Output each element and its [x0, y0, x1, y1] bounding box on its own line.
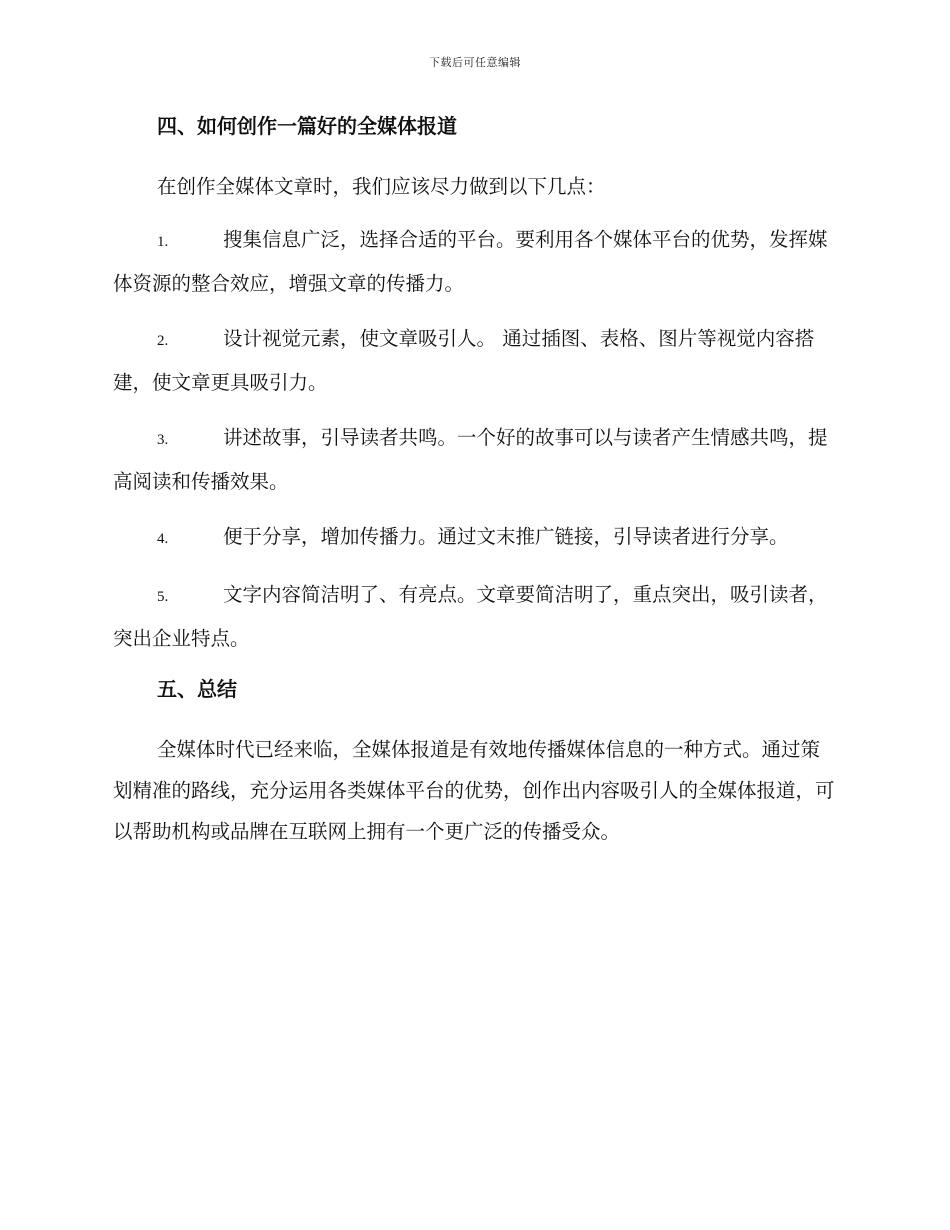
- list-item-number: 3.: [157, 432, 169, 448]
- section-4-title: 四、如何创作一篇好的全媒体报道: [157, 114, 457, 138]
- header-note: 下载后可任意编辑: [429, 56, 521, 69]
- list-item-number: 4.: [157, 531, 169, 547]
- list-item-text: 文字内容简洁明了、有亮点。文章要简洁明了，重点突出，吸引读者，突出企业特点。: [113, 583, 828, 650]
- section-5-title: 五、总结: [157, 677, 237, 701]
- list-item-number: 5.: [157, 589, 169, 605]
- document-content: [113, 110, 838, 864]
- list-item: [113, 318, 838, 403]
- list-item: [113, 516, 838, 560]
- list-item: [113, 574, 838, 659]
- list-item: [113, 417, 838, 502]
- list-item-text: 设计视觉元素，使文章吸引人。 通过插图、表格、图片等视觉内容搭建，使文章更具吸引力。: [113, 327, 815, 394]
- list-item-text: 便于分享，增加传播力。通过文末推广链接，引导读者进行分享。: [223, 525, 789, 548]
- section-5-body: 全媒体时代已经来临，全媒体报道是有效地传播媒体信息的一种方式。通过策划精准的路线，充分运用各类媒体平台的优势，创作出内容吸引人的全媒体报道，可以帮助机构或品牌在互联网上拥有一个更广泛的传播受众。: [113, 738, 835, 843]
- list-item-number: 2.: [157, 333, 169, 349]
- list-item: [113, 219, 838, 304]
- list-item-text: 讲述故事，引导读者共鸣。一个好的故事可以与读者产生情感共鸣，提高阅读和传播效果。: [113, 426, 828, 493]
- list-item-text: 搜集信息广泛，选择合适的平台。要利用各个媒体平台的优势，发挥媒体资源的整合效应，增强文章的传播力。: [113, 228, 828, 295]
- list-item-number: 1.: [157, 234, 169, 250]
- section-4-intro: 在创作全媒体文章时，我们应该尽力做到以下几点：: [157, 175, 606, 198]
